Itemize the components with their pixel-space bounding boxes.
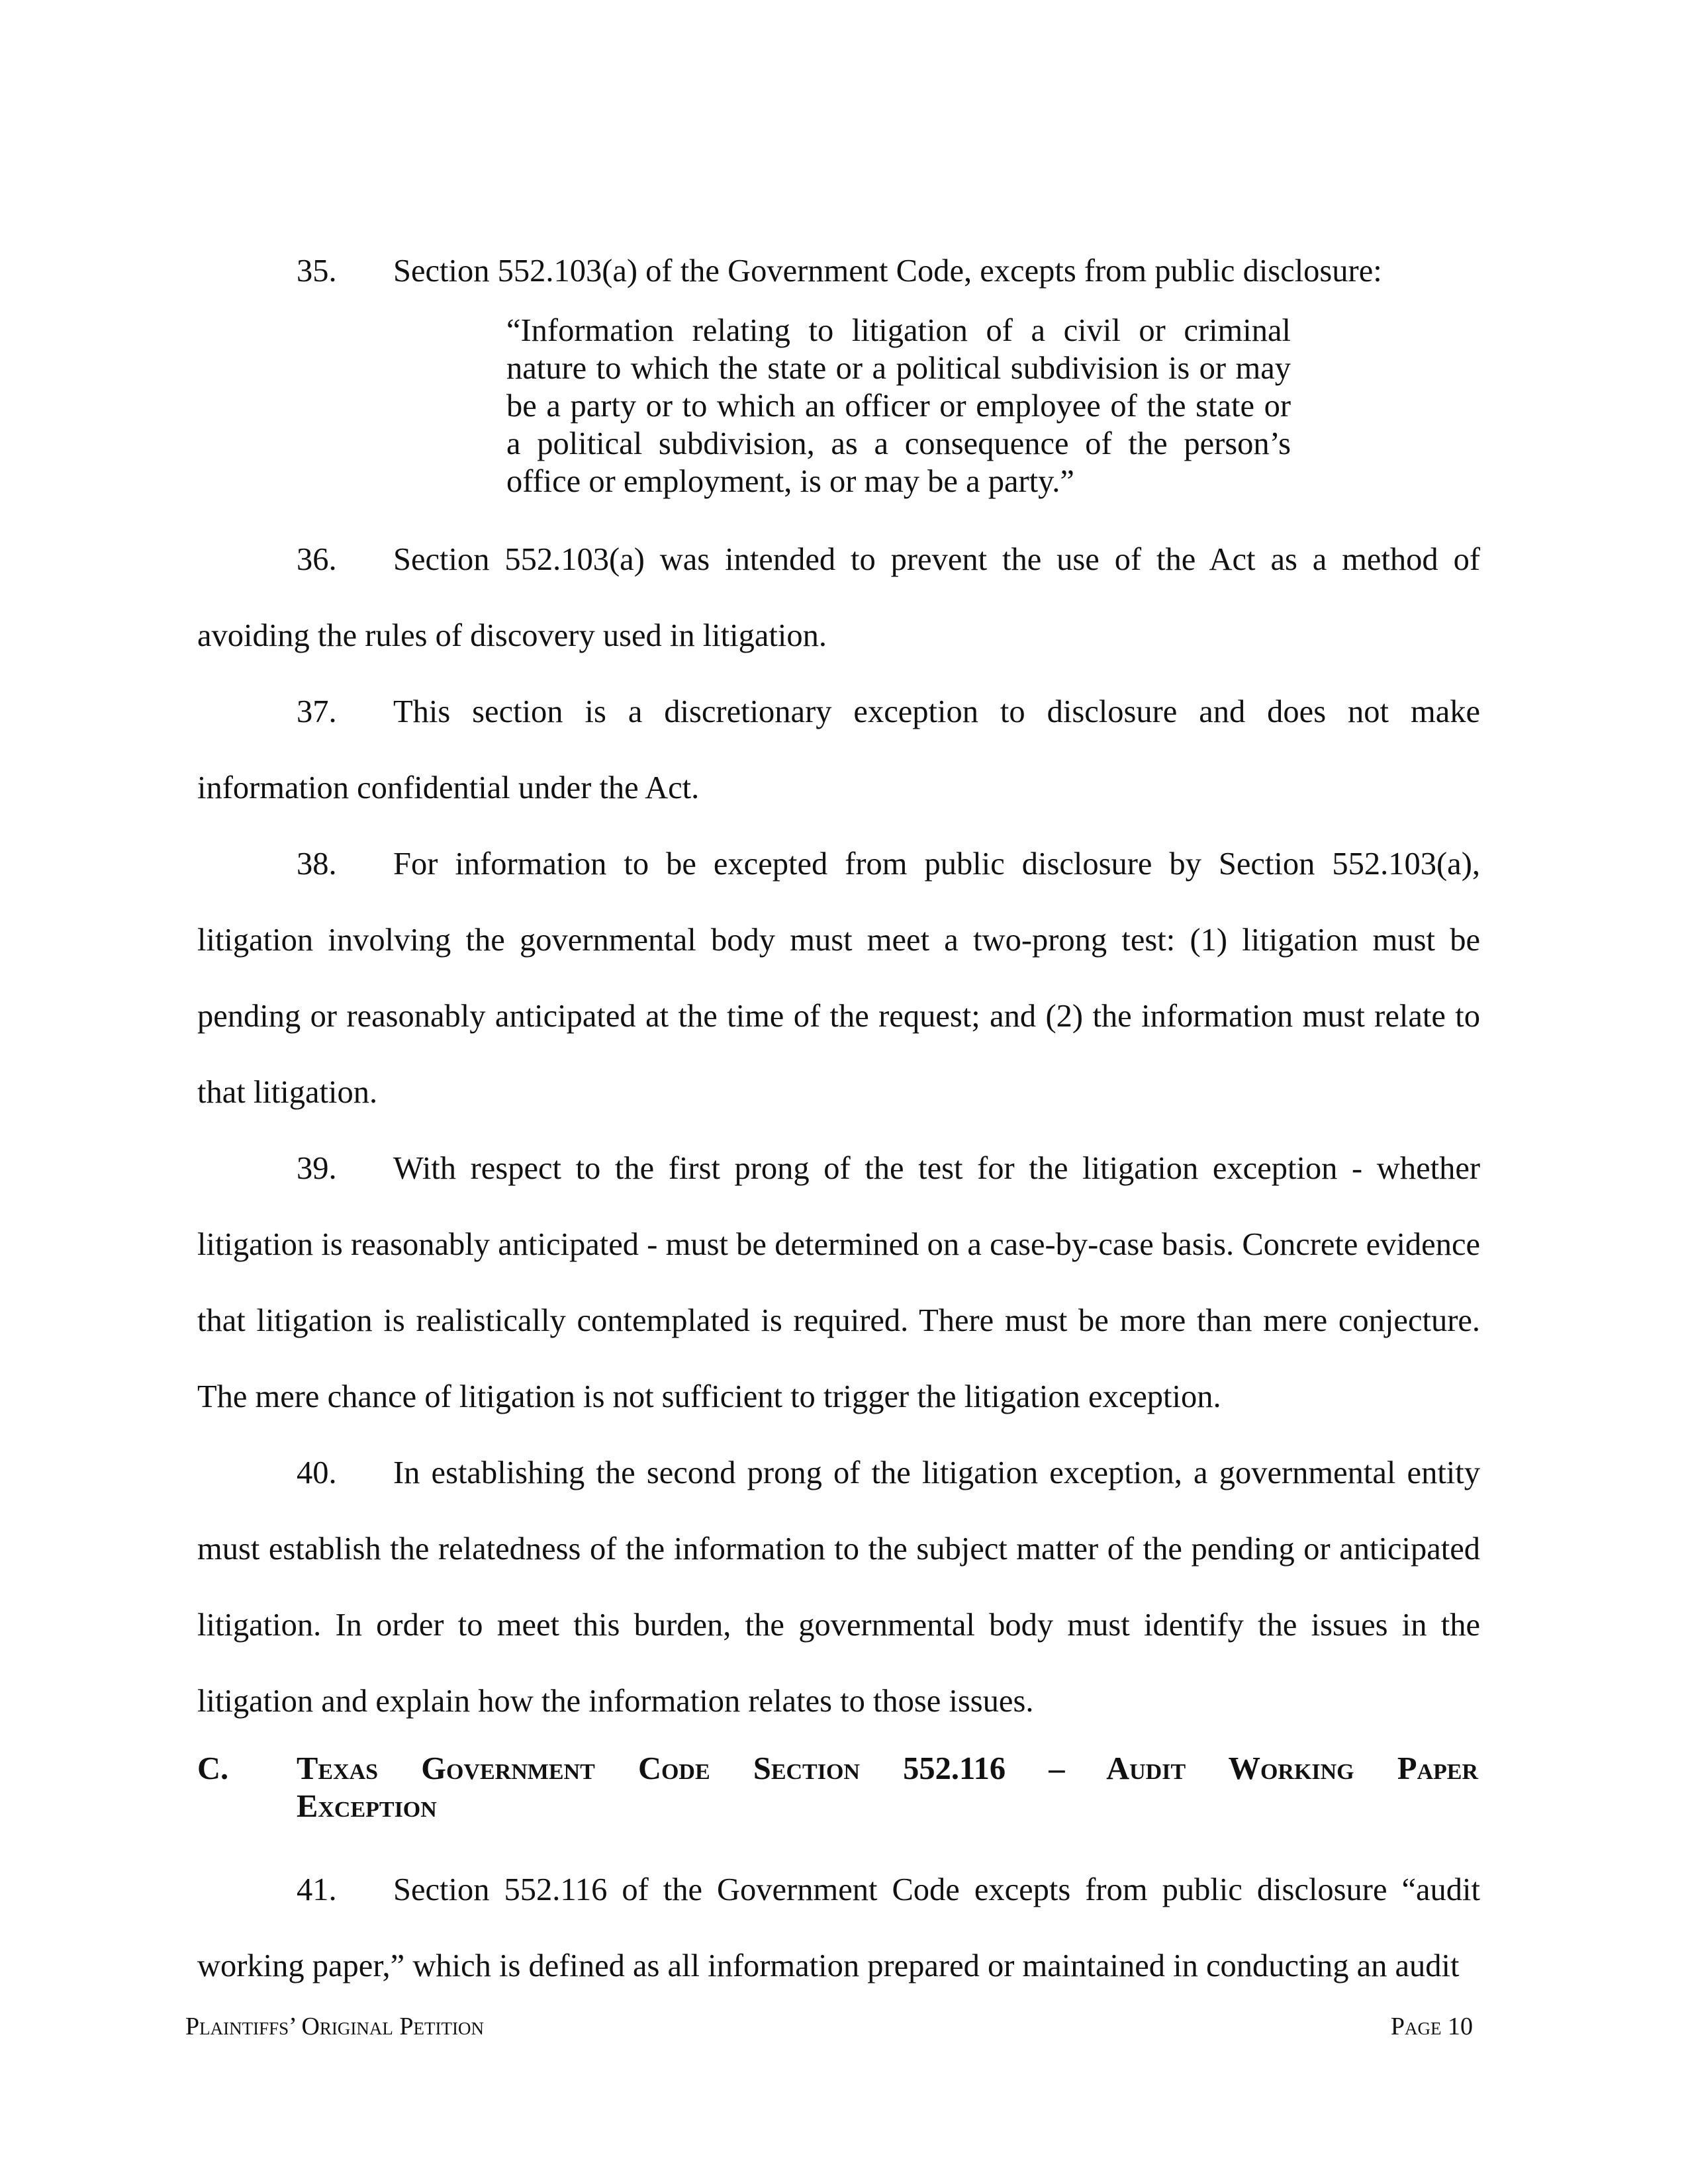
section-heading <box>197 1750 1480 1824</box>
paragraph-text: Section 552.103(a) was intended to prevent the use of the Act as a method of avoiding the rules of discovery used in litigation. <box>197 542 1480 653</box>
footer-document-title: Plaintiffs’ Original Petition <box>185 2013 484 2040</box>
paragraph-35 <box>197 233 1480 309</box>
paragraph-text: Section 552.116 of the Government Code excepts from public disclosure “audit working paper,” which is defined as all information prepared or maintained in conducting an audit <box>197 1872 1480 1983</box>
paragraph-number: 41. <box>297 1872 337 1907</box>
paragraph-number: 35. <box>297 253 337 289</box>
paragraph-38 <box>197 826 1480 1130</box>
paragraph-number: 40. <box>297 1455 337 1490</box>
paragraph-text: For information to be excepted from public disclosure by Section 552.103(a), litigation involving the governmental body must meet a two-prong test: (1) litigation must be pending or reasonably anticipated at the time of the request; and (2) the information must relate to that litigation. <box>197 846 1480 1110</box>
paragraph-text: In establishing the second prong of the litigation exception, a governmental entity must establish the relatedness of the information to the subject matter of the pending or anticipated litigation. In order to meet this burden, the governmental body must identify the issues in the litigation and explain how the information relates to those issues. <box>197 1455 1480 1719</box>
paragraph-41 <box>197 1852 1480 2004</box>
paragraph-40 <box>197 1435 1480 1739</box>
section-title-line-1: Texas Government Code Section 552.116 – Audit Working Paper <box>297 1751 1478 1786</box>
paragraph-number: 37. <box>297 694 337 729</box>
paragraph-number: 36. <box>297 542 337 577</box>
paragraph-number: 38. <box>297 846 337 882</box>
paragraph-37 <box>197 674 1480 826</box>
section-letter: C. <box>197 1751 229 1786</box>
paragraph-number: 39. <box>297 1151 337 1186</box>
section-title-line-2: Exception <box>297 1789 437 1824</box>
paragraph-36 <box>197 522 1480 674</box>
paragraph-text: Section 552.103(a) of the Government Code, excepts from public disclosure: <box>393 253 1382 289</box>
footer-page-number: Page 10 <box>1390 2013 1473 2040</box>
paragraph-39 <box>197 1130 1480 1435</box>
block-quote: “Information relating to litigation of a civil or criminal nature to which the state or a political subdivision is or may be a party or to which an officer or employee of the state or a political subdivision, as a consequence of the person’s office or employment, is or may be a party.” <box>506 313 1291 499</box>
paragraph-text: With respect to the first prong of the test for the litigation exception - whether litigation is reasonably anticipated - must be determined on a case-by-case basis. Concrete evidence that litigation is realistically contemplated is required. There must be more than mere conjecture. The mere chance of litigation is not sufficient to trigger the litigation exception. <box>197 1151 1480 1414</box>
paragraph-text: This section is a discretionary exception to disclosure and does not make information confidential under the Act. <box>197 694 1480 805</box>
